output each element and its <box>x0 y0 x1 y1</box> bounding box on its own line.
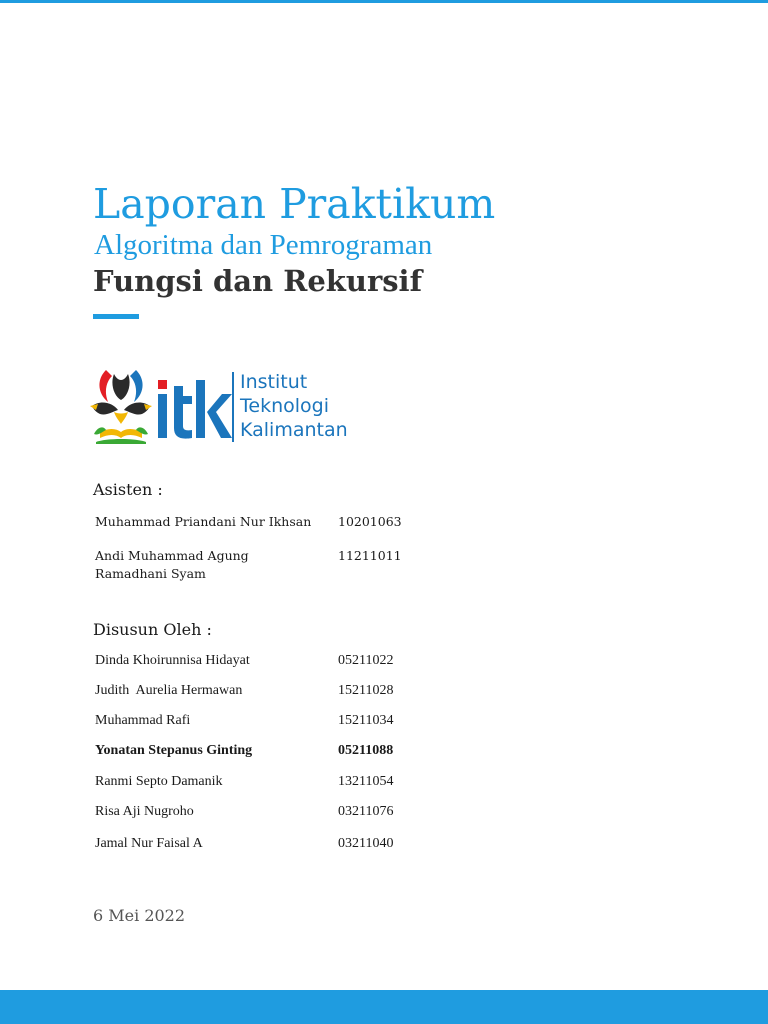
report-date: 6 Mei 2022 <box>93 906 186 925</box>
author-nim: 03211076 <box>338 804 394 819</box>
assistant-name: Muhammad Priandani Nur Ikhsan <box>95 514 312 529</box>
accent-bar <box>93 314 139 319</box>
itk-wordmark <box>154 374 234 444</box>
course-subtitle: Algoritma dan Pemrograman <box>94 229 433 261</box>
assistant-nim: 11211011 <box>338 548 402 563</box>
author-nim: 05211088 <box>338 743 394 758</box>
top-accent-rule <box>0 0 768 3</box>
institution-name <box>240 370 348 442</box>
institution-line: Kalimantan <box>240 419 348 441</box>
author-name: Muhammad Rafi <box>95 713 191 728</box>
report-title: Laporan Praktikum <box>93 180 496 228</box>
author-name: Dinda Khoirunnisa Hidayat <box>95 653 250 668</box>
itk-logo <box>86 366 366 446</box>
authors-heading: Disusun Oleh : <box>93 620 212 639</box>
assistant-name: Andi Muhammad Agung Ramadhani Syam <box>95 548 249 581</box>
author-nim: 15211028 <box>338 683 394 698</box>
itk-emblem-icon <box>86 366 156 446</box>
author-name: Jamal Nur Faisal A <box>95 836 203 851</box>
institution-line: Teknologi <box>240 395 329 417</box>
author-name: Judith Aurelia Hermawan <box>95 683 243 698</box>
author-nim: 15211034 <box>338 713 394 728</box>
logo-divider <box>232 372 234 442</box>
bottom-accent-band <box>0 990 768 1024</box>
report-topic: Fungsi dan Rekursif <box>93 264 423 298</box>
author-nim: 05211022 <box>338 653 394 668</box>
author-name: Yonatan Stepanus Ginting <box>95 743 253 758</box>
assistant-nim: 10201063 <box>338 514 402 529</box>
author-name: Risa Aji Nugroho <box>95 804 194 819</box>
author-nim: 03211040 <box>338 836 394 851</box>
author-nim: 13211054 <box>338 774 394 789</box>
assistants-heading: Asisten : <box>93 480 163 499</box>
author-name: Ranmi Septo Damanik <box>95 774 223 789</box>
institution-line: Institut <box>240 371 308 393</box>
